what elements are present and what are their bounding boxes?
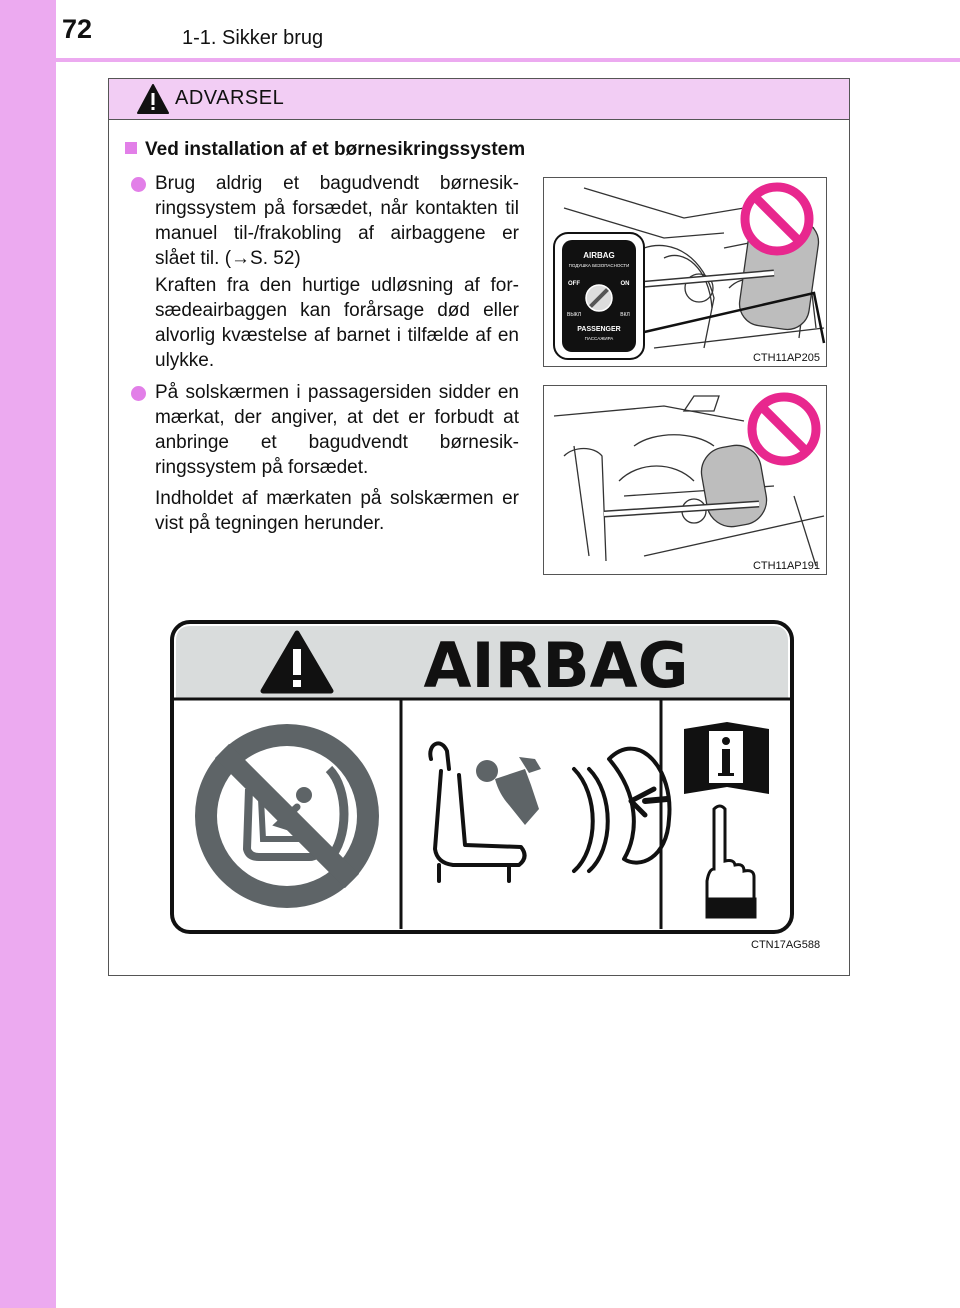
switch-off-label: OFF (568, 281, 580, 287)
dashboard-illustration (544, 178, 827, 367)
switch-on-ru: ВКЛ (620, 312, 630, 318)
subheading-text: Ved installation af et børnesikringssystem (145, 139, 526, 160)
warning-box (108, 78, 850, 976)
label-code: CTN17AG588 (751, 939, 821, 951)
warning-header (109, 79, 849, 120)
bullet-icon (131, 177, 146, 192)
bullet-2-note: Indholdet af mærkaten på solskærmen er vist på tegningen herunder. (155, 488, 519, 534)
no-child-seat-icon (195, 724, 379, 908)
header-rule (56, 58, 960, 62)
figure-code: CTH11AP205 (752, 352, 820, 364)
square-bullet-icon (125, 142, 137, 154)
bullet-icon (131, 386, 146, 401)
figure-sun-visor-label (543, 385, 827, 575)
bullet-1-text: Brug aldrig et bagudvendt børnesik-ringssystem på forsædet, når kontakten til manuel til-/frakobling af airbaggene er slået til. (→S. 52) (155, 173, 519, 269)
prohibition-icon (752, 397, 816, 461)
figure-airbag-switch (543, 177, 827, 367)
switch-subtitle: ПОДУШКА БЕЗОПАСНОСТИ (568, 263, 630, 268)
side-tab (0, 0, 56, 1308)
prohibition-icon (745, 187, 809, 251)
subheading (125, 139, 525, 161)
car-interior-illustration (544, 386, 827, 575)
bullet-1-consequence: Kraften fra den hurtige udløsning af for-sædeairbaggen kan forårsage død eller alvorlig kvæstelse af barnet i tilfælde af en ulykke. (155, 275, 519, 371)
switch-title: AIRBAG (583, 251, 615, 260)
warning-title: ADVARSEL (175, 87, 285, 109)
label-title: AIRBAG (423, 629, 689, 702)
switch-passenger-ru: ПАССАЖИРА (584, 336, 614, 341)
section-title: 1-1. Sikker brug (182, 27, 324, 49)
switch-on-label: ON (620, 281, 630, 287)
owners-manual-icon (684, 722, 769, 794)
warning-triangle-icon (137, 84, 169, 114)
switch-off-ru: ВЫКЛ (567, 312, 581, 318)
airbag-warning-label (169, 619, 795, 935)
figure-code: CTH11AP191 (752, 560, 820, 572)
page-number: 72 (62, 14, 93, 44)
switch-passenger: PASSENGER (577, 326, 621, 333)
bullet-2-text: På solskærmen i passagersiden sidder en mærkat, der angiver, at det er forbudt at anbringe et bagudvendt børnesik-ringssystem på forsædet. (155, 382, 519, 478)
